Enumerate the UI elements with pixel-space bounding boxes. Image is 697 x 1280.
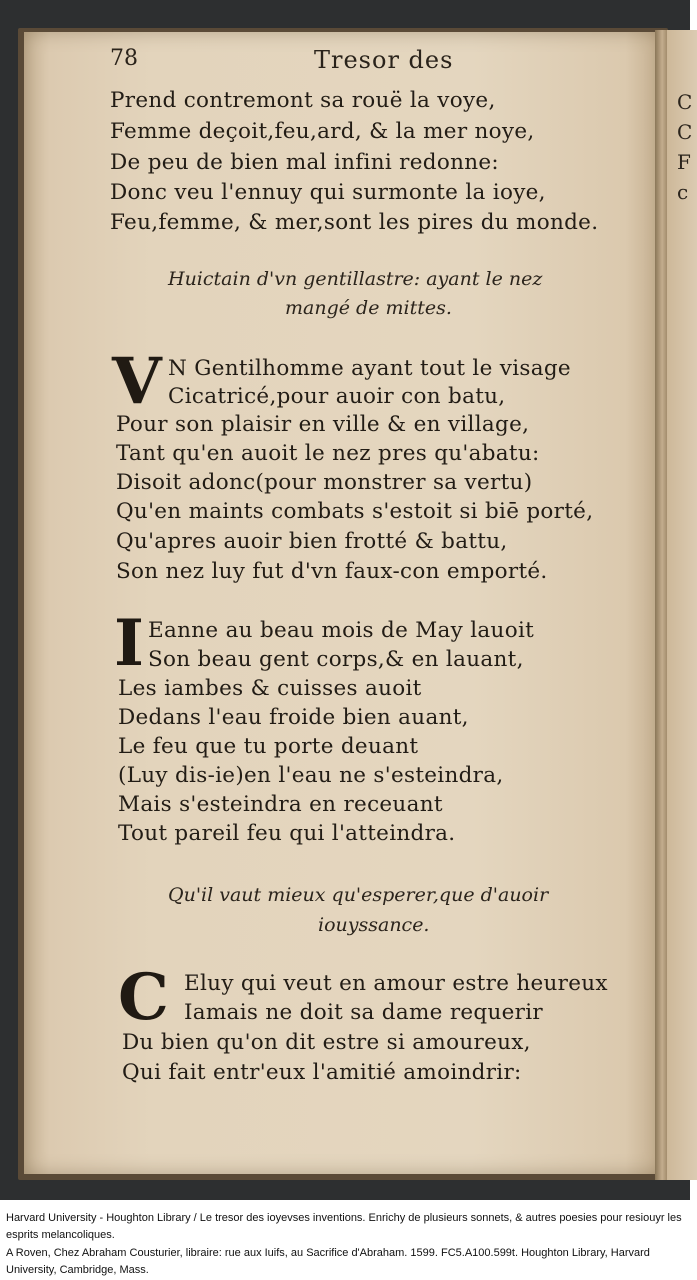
verse-line: N Gentilhomme ayant tout le visage (168, 356, 571, 381)
credit-line: Harvard University - Houghton Library / Le tresor des ioyevses inventions. Enrichy de plusieurs sonnets, & autres poesies pour resiouyr les esprits melancoliques. (6, 1212, 682, 1241)
verse-line: Le feu que tu porte deuant (118, 734, 419, 759)
drop-cap: V (112, 344, 162, 419)
verse-line: Les iambes & cuisses auoit (118, 676, 422, 701)
poem-title: Huictain d'vn gentillastre: ayant le nez (168, 268, 543, 290)
facing-page-letter: C (677, 120, 693, 144)
verse-line: Eanne au beau mois de May lauoit (148, 618, 535, 643)
facing-page-letter: C (677, 90, 693, 114)
facing-page-letter: F (677, 150, 691, 174)
verse-line: (Luy dis-ie)en l'eau ne s'esteindra, (118, 763, 504, 788)
book-gutter (655, 30, 667, 1180)
verse-line: Tout pareil feu qui l'atteindra. (118, 821, 456, 846)
poem-title: Qu'il vaut mieux qu'esperer,que d'auoir (168, 884, 549, 906)
verse-line: Disoit adonc(pour monstrer sa vertu) (116, 470, 533, 495)
running-title: Tresor des (314, 46, 454, 74)
verse-line: Iamais ne doit sa dame requerir (184, 1000, 544, 1025)
verse-line: Femme deçoit,feu,ard, & la mer noye, (110, 119, 535, 144)
verse-line: Cicatricé,pour auoir con batu, (168, 384, 506, 409)
verse-line: Mais s'esteindra en receuant (118, 792, 443, 817)
drop-cap: I (114, 606, 144, 681)
facing-page-letter: c (677, 180, 689, 204)
verse-line: Eluy qui veut en amour estre heureux (184, 971, 608, 996)
facing-page-edge (667, 30, 697, 1180)
verse-line: Pour son plaisir en ville & en village, (116, 412, 530, 437)
poem-title: mangé de mittes. (285, 297, 452, 319)
drop-cap: C (118, 960, 169, 1035)
verse-line: Prend contremont sa rouë la voye, (110, 88, 496, 113)
verse-line: Qu'en maints combats s'estoit si biē porté, (116, 499, 594, 524)
verse-line: Du bien qu'on dit estre si amoureux, (122, 1030, 531, 1055)
verse-line: Tant qu'en auoit le nez pres qu'abatu: (116, 441, 540, 466)
credit-line: A Roven, Chez Abraham Cousturier, libraire: rue aux Iuifs, au Sacrifice d'Abraham. 1599. FC5.A100.599t. Houghton Library, Harvard University, Cambridge, Mass. (6, 1247, 650, 1276)
verse-line: Qui fait entr'eux l'amitié amoindrir: (122, 1060, 522, 1085)
page-header (110, 46, 630, 80)
verse-line: Qu'apres auoir bien frotté & battu, (116, 529, 508, 554)
verse-line: Dedans l'eau froide bien auant, (118, 705, 469, 730)
poem-title: iouyssance. (318, 914, 430, 936)
verse-line: Donc veu l'ennuy qui surmonte la ioye, (110, 180, 546, 205)
page-number: 78 (110, 46, 138, 71)
library-credit (6, 1210, 686, 1280)
verse-line: Feu,femme, & mer,sont les pires du monde. (110, 210, 599, 235)
verse-line: Son beau gent corps,& en lauant, (148, 647, 524, 672)
verse-line: De peu de bien mal infini redonne: (110, 150, 499, 175)
verse-line: Son nez luy fut d'vn faux-con emporté. (116, 559, 548, 584)
